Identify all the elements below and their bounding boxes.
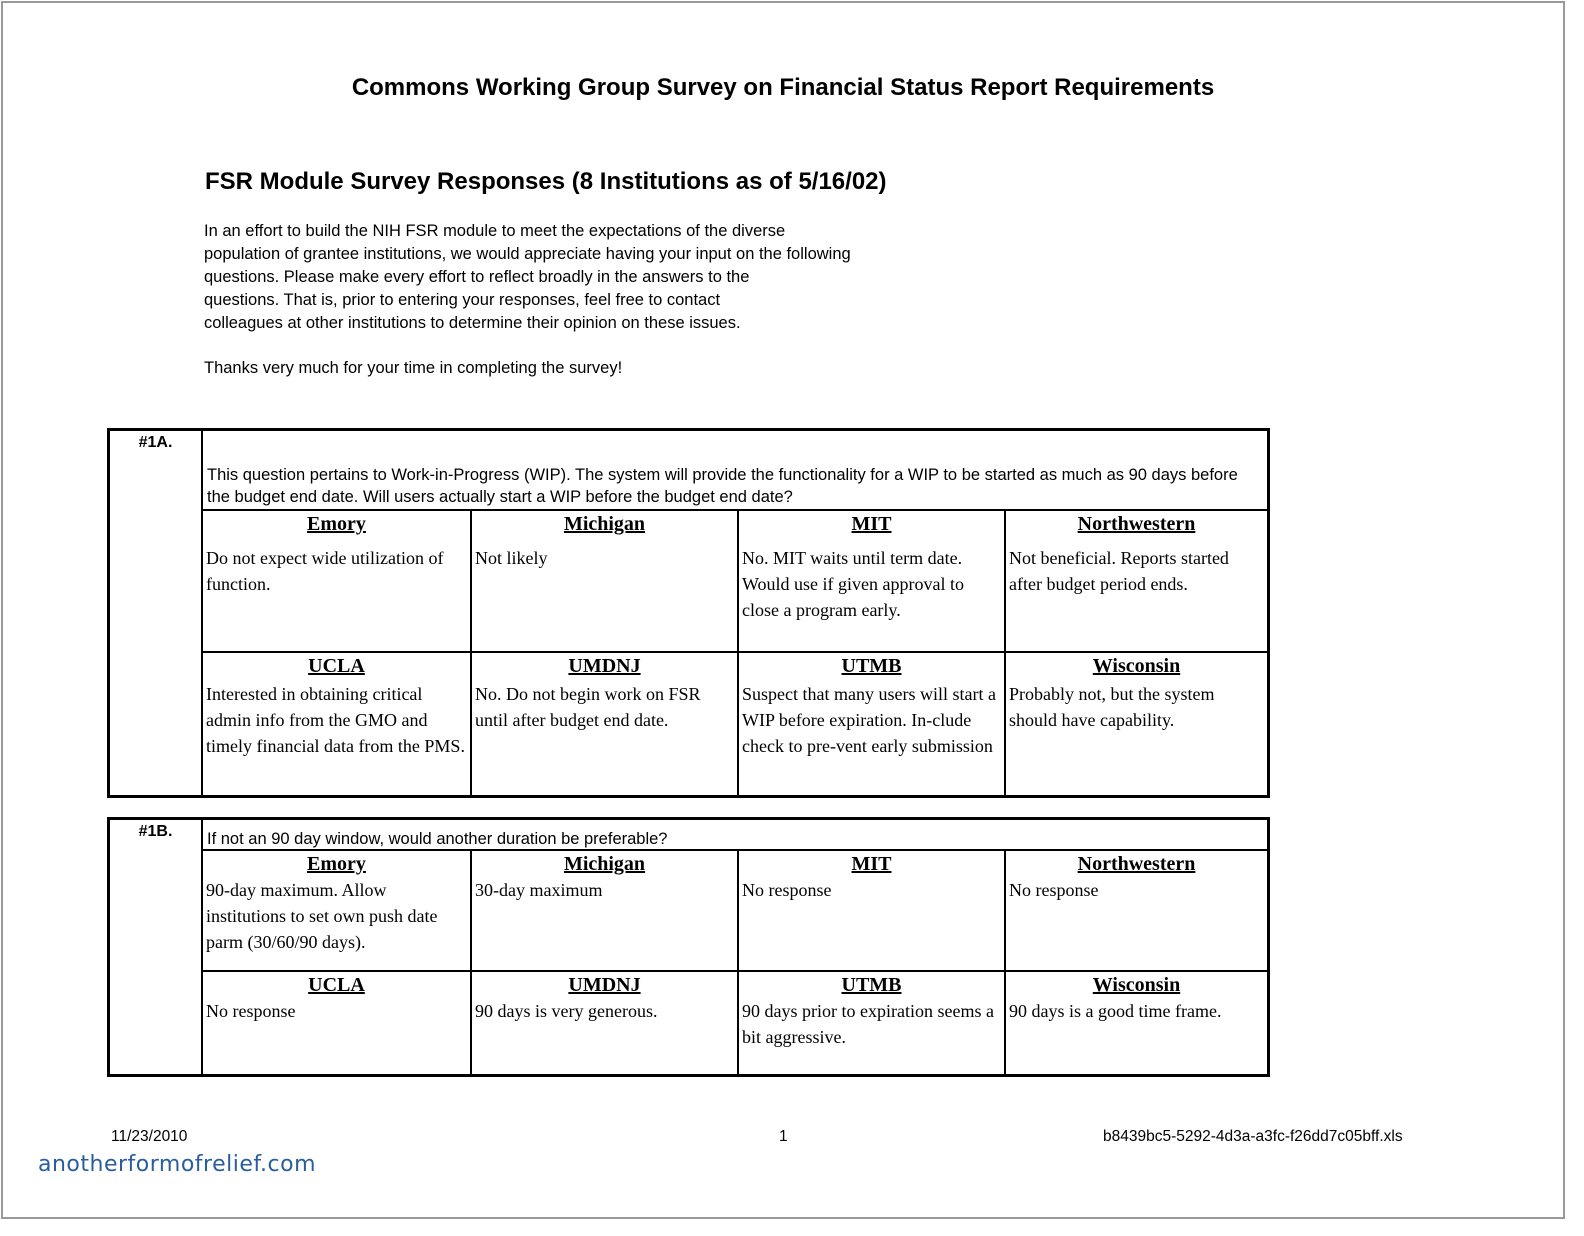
institution-name: UTMB (841, 974, 902, 996)
response-text: 90-day maximum. Allow institutions to set own push date parm (30/60/90 days). (206, 880, 438, 952)
response-cell (1004, 509, 1267, 651)
response-cell (470, 651, 737, 798)
institution-name: Wisconsin (1092, 974, 1181, 996)
response-text: No response (742, 880, 832, 900)
response-cell (203, 651, 470, 798)
response-text: No. MIT waits until term date. Would use if given approval to close a program early. (742, 548, 965, 620)
intro-text (204, 220, 944, 380)
intro-line: questions. Please make every effort to reflect broadly in the answers to the (204, 268, 750, 286)
question-box-1b (107, 817, 1270, 1077)
response-text: 90 days is very generous. (475, 1001, 658, 1021)
response-text: 90 days is a good time frame. (1009, 1001, 1222, 1021)
institution-name: MIT (851, 853, 892, 875)
response-text: 90 days prior to expiration seems a bit aggressive. (742, 1001, 994, 1047)
response-cell (470, 849, 737, 970)
watermark: anotherformofrelief.com (38, 1152, 317, 1177)
response-text: Interested in obtaining critical admin info from the GMO and timely financial data from the PMS. (206, 684, 465, 756)
response-cell (203, 849, 470, 970)
response-text: No. Do not begin work on FSR until after budget end date. (475, 684, 701, 730)
question-id: #1B. (110, 820, 203, 1074)
section-title: FSR Module Survey Responses (8 Institutions as of 5/16/02) (205, 168, 887, 195)
intro-line: population of grantee institutions, we would appreciate having your input on the following (204, 245, 851, 263)
response-cell (203, 509, 470, 651)
response-cell (1004, 849, 1267, 970)
institution-name: UCLA (308, 974, 365, 996)
question-box-1a (107, 428, 1270, 798)
response-text: 30-day maximum (475, 880, 603, 900)
institution-name: UTMB (841, 655, 902, 677)
document-title: Commons Working Group Survey on Financial Status Report Requirements (351, 74, 1215, 101)
response-cell (737, 651, 1004, 798)
institution-name: UMDNJ (568, 974, 641, 996)
response-grid (203, 509, 1267, 798)
thanks-line: Thanks very much for your time in completing the survey! (204, 359, 623, 377)
question-text: If not an 90 day window, would another duration be preferable? (207, 830, 668, 848)
institution-name: Wisconsin (1092, 655, 1181, 677)
response-text: Not likely (475, 548, 548, 568)
response-cell (737, 970, 1004, 1074)
question-text: This question pertains to Work-in-Progress (WIP). The system will provide the functionality for a WIP to be started as much as 90 days before the budget end date. Will users actually start a WIP before the budget end date? (207, 466, 1238, 506)
footer-page-number: 1 (779, 1128, 788, 1145)
intro-line: questions. That is, prior to entering your responses, feel free to contact (204, 291, 721, 309)
institution-name: UMDNJ (568, 655, 641, 677)
response-text: Probably not, but the system should have capability. (1009, 684, 1215, 730)
response-text: Not beneficial. Reports started after budget period ends. (1009, 548, 1229, 594)
intro-line: colleagues at other institutions to determine their opinion on these issues. (204, 314, 741, 332)
question-id: #1A. (110, 431, 203, 795)
institution-name: Michigan (563, 513, 646, 535)
response-cell (1004, 970, 1267, 1074)
response-cell (1004, 651, 1267, 798)
institution-name: Emory (307, 513, 366, 535)
institution-name: Emory (307, 853, 366, 875)
institution-name: UCLA (308, 655, 365, 677)
response-text: No response (1009, 880, 1099, 900)
institution-name: Northwestern (1077, 853, 1196, 875)
response-grid (203, 849, 1267, 1074)
footer-filename: b8439bc5-5292-4d3a-a3fc-f26dd7c05bff.xls (1103, 1128, 1403, 1145)
response-cell (737, 509, 1004, 651)
response-text: No response (206, 1001, 296, 1021)
institution-name: Michigan (563, 853, 646, 875)
institution-name: MIT (851, 513, 892, 535)
response-text: Do not expect wide utilization of function. (206, 548, 444, 594)
footer-date: 11/23/2010 (111, 1128, 188, 1145)
institution-name: Northwestern (1077, 513, 1196, 535)
response-cell (203, 970, 470, 1074)
response-cell (737, 849, 1004, 970)
response-cell (470, 970, 737, 1074)
response-text: Suspect that many users will start a WIP before expiration. In-clude check to pre-vent early submission (742, 684, 996, 756)
response-cell (470, 509, 737, 651)
intro-line: In an effort to build the NIH FSR module to meet the expectations of the diverse (204, 222, 786, 240)
